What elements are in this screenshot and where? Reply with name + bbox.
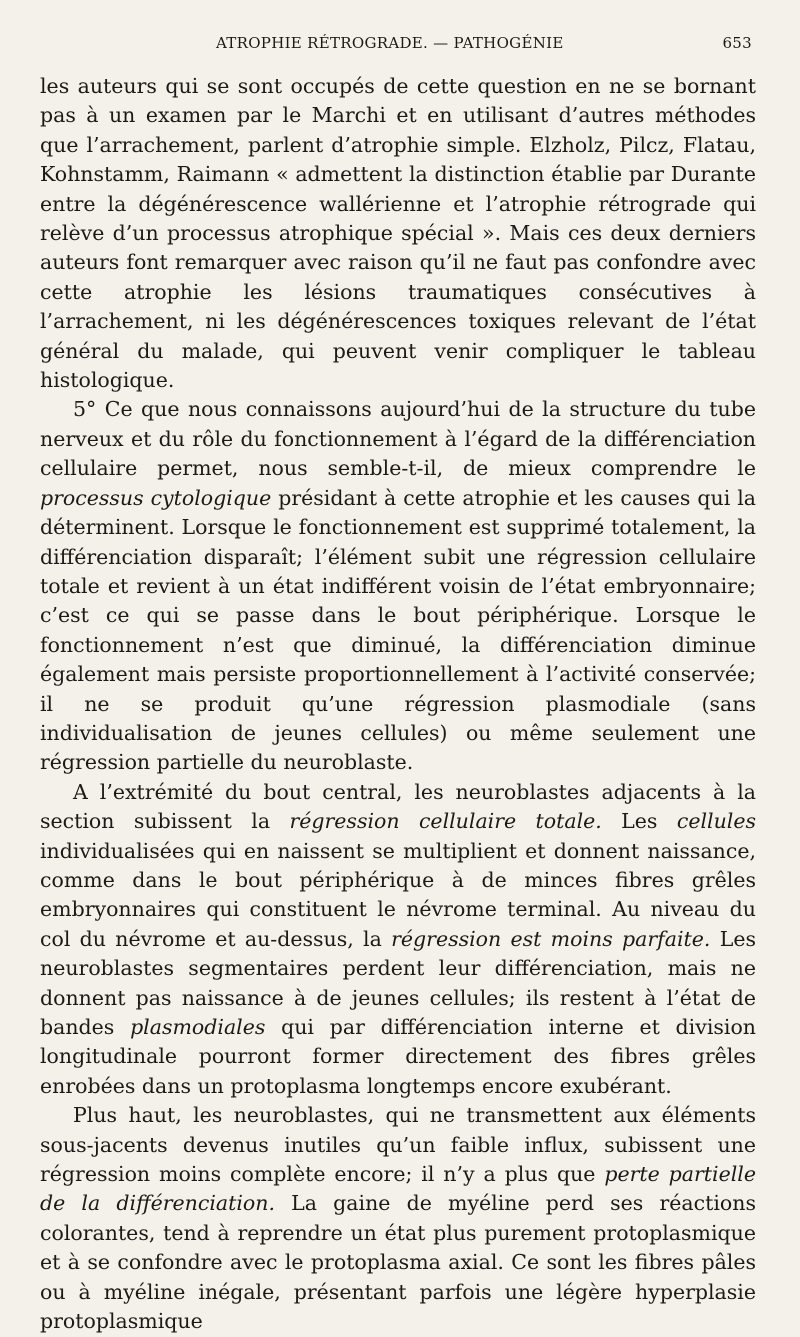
paragraph-3-text-b: Les bbox=[601, 809, 677, 834]
paragraph-3-italic-3: régression est moins parfaite. bbox=[391, 926, 711, 951]
paragraph-1-text: les auteurs qui se sont occupés de cette question en ne se bornant pas à un examen par le Marchi et en utilisant d’autres méthodes que l’arrachement, parlent d’atrophie simple. Elzholz, Pilcz, Flatau, Kohnstamm, Raimann « admettent la distinction établie par Durante entre la dégénérescence wallérienne et l’atrophie rétrograde qui relève d’un processus atrophique spécial ». Mais ces deux derniers auteurs font remarquer avec raison qu’il ne faut pas confondre avec cette atrophie les lésions traumatiques consécutives à l’arrachement, ni les dégénérescences toxiques relevant de l’état général du malade, qui peuvent venir compliquer le tableau histologique. bbox=[40, 74, 756, 393]
body-text bbox=[40, 72, 756, 1336]
paragraph-2 bbox=[40, 395, 756, 777]
paragraph-4-text-b: La gaine de myéline perd ses réactions colorantes, tend à reprendre un état plus purement protoplasmique et à se confondre avec le protoplasma axial. Ce sont les fibres pâles ou à myéline inégale, présentant parfois une légère hyperplasie protoplasmique bbox=[40, 1191, 756, 1334]
paragraph-3 bbox=[40, 778, 756, 1101]
paragraph-4-text-a: Plus haut, les neuroblastes, qui ne transmettent aux éléments sous-jacents devenus inutiles qu’un faible influx, subissent une régression moins complète encore; il n’y a plus que bbox=[40, 1103, 756, 1187]
paragraph-3-italic-2: cellules bbox=[676, 809, 756, 834]
paragraph-3-italic-4: plasmodiales bbox=[130, 1015, 266, 1039]
paragraph-4-italic-1: perte partielle de la différenciation. bbox=[40, 1162, 756, 1216]
running-title: ATROPHIE RÉTROGRADE. — PATHOGÉNIE bbox=[216, 34, 564, 52]
paragraph-3-text-e: qui par différenciation interne et division longitudinale pourront former directement des fibres grêles enrobées dans un protoplasma longtemps encore exubérant. bbox=[40, 1015, 756, 1098]
paragraph-3-italic-1: régression cellulaire totale. bbox=[289, 809, 602, 834]
paragraph-2-text-a: 5° Ce que nous connaissons aujourd’hui de la structure du tube nerveux et du rôle du fonctionnement à l’égard de la différenciation cellulaire permet, nous semble-t-il, de mieux comprendre le bbox=[40, 397, 756, 481]
page-header bbox=[40, 30, 752, 58]
paragraph-3-text-d: Les neuroblastes segmentaires perdent leur différenciation, mais ne donnent pas naissance à de jeunes cellules; ils restent à l’état de bandes bbox=[40, 926, 756, 1039]
paragraph-4 bbox=[40, 1101, 756, 1336]
paragraph-2-text-b: présidant à cette atrophie et les causes qui la déterminent. Lorsque le fonctionnement est supprimé totalement, la différenciation disparaît; l’élément subit une régression cellulaire totale et revient à un état indifférent voisin de l’état embryonnaire; c’est ce qui se passe dans le bout périphérique. Lorsque le fonctionnement n’est que diminué, la différenciation diminue également mais persiste proportionnellement à l’activité conservée; il ne se produit qu’une régression plasmodiale (sans individualisation de jeunes cellules) ou même seulement une régression partielle du neuroblaste. bbox=[40, 485, 756, 775]
paragraph-3-text-a: A l’extrémité du bout central, les neuroblastes adjacents à la section subissent la bbox=[40, 779, 756, 834]
page-number: 653 bbox=[722, 34, 752, 52]
paragraph-2-italic-1: processus cytologique bbox=[40, 485, 272, 510]
paragraph-1 bbox=[40, 72, 756, 395]
paragraph-3-text-c: individualisées qui en naissent se multiplient et donnent naissance, comme dans le bout périphérique à de minces fibres grêles embryonnaires qui constituent le névrome terminal. Au niveau du col du névrome et au-dessus, la bbox=[40, 838, 756, 951]
